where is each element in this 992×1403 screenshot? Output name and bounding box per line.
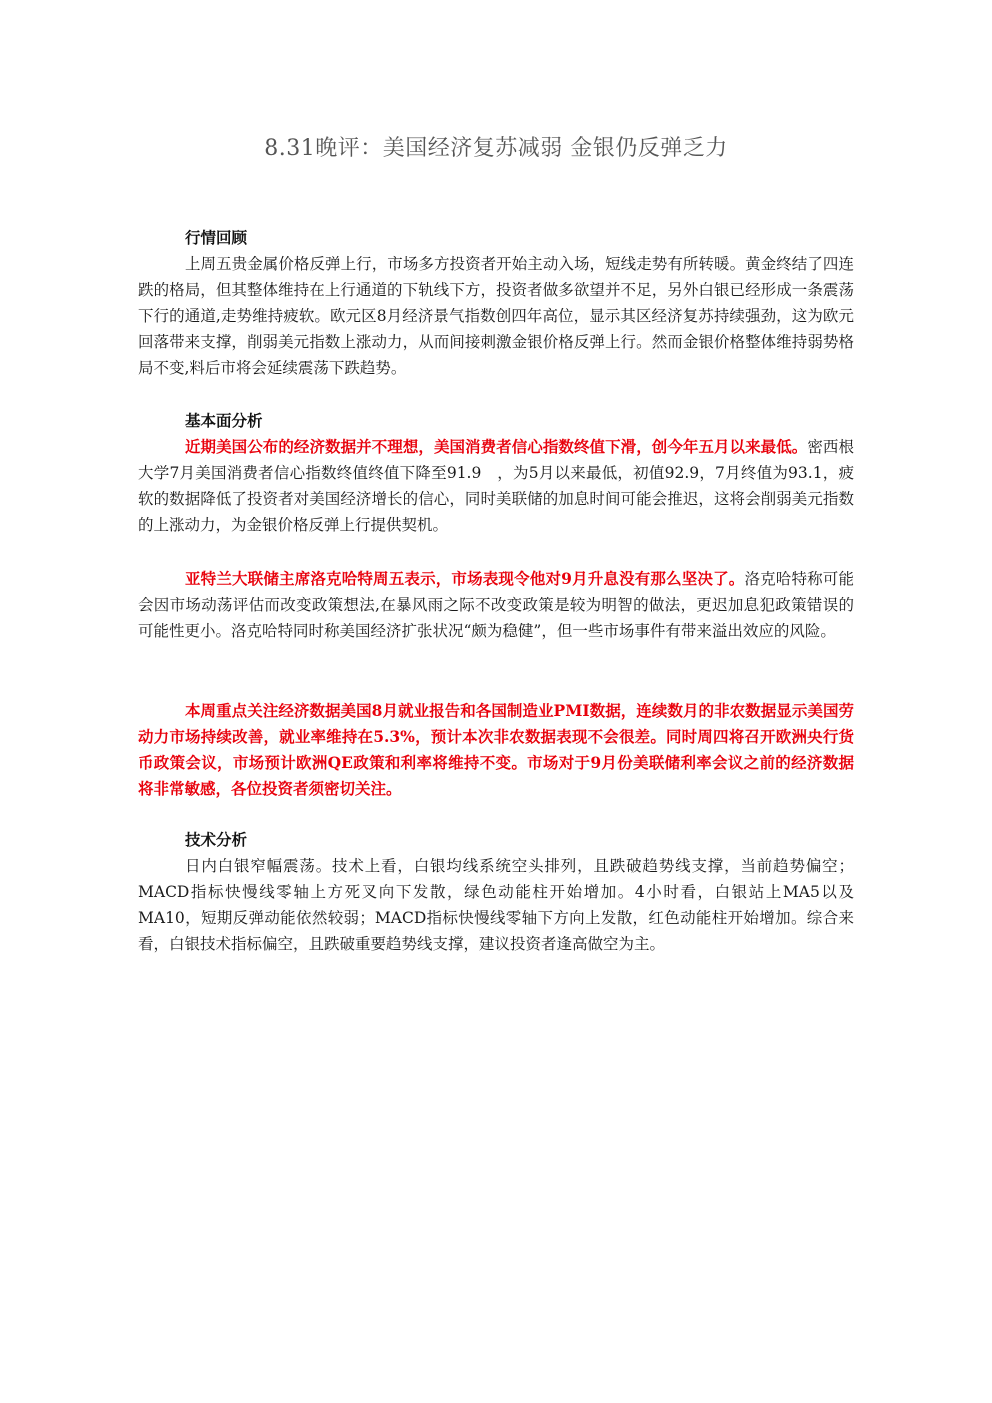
- fundamental-analysis-section: [138, 408, 854, 538]
- technical-analysis-section: [138, 827, 854, 957]
- fundamental-paragraph-1-highlight: 近期美国公布的经济数据并不理想，美国消费者信心指数终值下滑，创今年五月以来最低。: [185, 437, 808, 456]
- fundamental-paragraph-3: [138, 698, 854, 802]
- fundamental-analysis-heading: 基本面分析: [185, 412, 263, 430]
- fundamental-paragraph-2-body: 洛克哈特称可能会因市场动荡评估而改变政策想法,在暴风雨之际不改变政策是较为明智的做法，更迟加息犯政策错误的可能性更小。洛克哈特同时称美国经济扩张状况“颇为稳健”，但一些市场事件有带来溢出效应的风险。: [138, 570, 854, 640]
- fundamental-paragraph-2-highlight: 亚特兰大联储主席洛克哈特周五表示，市场表现令他对9月升息没有那么坚决了。: [185, 569, 745, 588]
- market-review-heading: 行情回顾: [185, 229, 248, 247]
- technical-analysis-body: 日内白银窄幅震荡。技术上看，白银均线系统空头排列，且跌破趋势线支撑，当前趋势偏空；MACD指标快慢线零轴上方死叉向下发散，绿色动能柱开始增加。4小时看，白银站上MA5以及MA10，短期反弹动能依然较弱；MACD指标快慢线零轴下方向上发散，红色动能柱开始增加。综合来看，白银技术指标偏空，且跌破重要趋势线支撑，建议投资者逢高做空为主。: [138, 857, 854, 953]
- fundamental-paragraph-1: [138, 434, 854, 538]
- fundamental-paragraph-2-block: [138, 566, 854, 644]
- market-review-body: 上周五贵金属价格反弹上行，市场多方投资者开始主动入场，短线走势有所转暖。黄金终结了四连跌的格局，但其整体维持在上行通道的下轨线下方，投资者做多欲望并不足，另外白银已经形成一条震荡下行的通道,走势维持疲软。欧元区8月经济景气指数创四年高位，显示其区经济复苏持续强劲，这为欧元回落带来支撑，削弱美元指数上涨动力，从而间接刺激金银价格反弹上行。然而金银价格整体维持弱势格局不变,料后市将会延续震荡下跌趋势。: [138, 255, 854, 377]
- technical-analysis-heading: 技术分析: [185, 831, 248, 849]
- document-title: 8.31晚评：美国经济复苏减弱 金银仍反弹乏力: [264, 136, 728, 161]
- market-review-section: [138, 225, 854, 381]
- fundamental-paragraph-3-block: [138, 698, 854, 802]
- fundamental-paragraph-2: [138, 566, 854, 644]
- fundamental-paragraph-1-body: 密西根大学7月美国消费者信心指数终值终值下降至91.9 ，为5月以来最低，初值92.9，7月终值为93.1，疲软的数据降低了投资者对美国经济增长的信心，同时美联储的加息时间可能会推迟，这将会削弱美元指数的上涨动力，为金银价格反弹上行提供契机。: [138, 438, 854, 534]
- fundamental-paragraph-3-highlight: 本周重点关注经济数据美国8月就业报告和各国制造业PMI数据，连续数月的非农数据显示美国劳动力市场持续改善，就业率维持在5.3%，预计本次非农数据表现不会很差。同时周四将召开欧洲央行货币政策会议，市场预计欧洲QE政策和利率将维持不变。市场对于9月份美联储利率会议之前的经济数据将非常敏感，各位投资者须密切关注。: [138, 701, 854, 798]
